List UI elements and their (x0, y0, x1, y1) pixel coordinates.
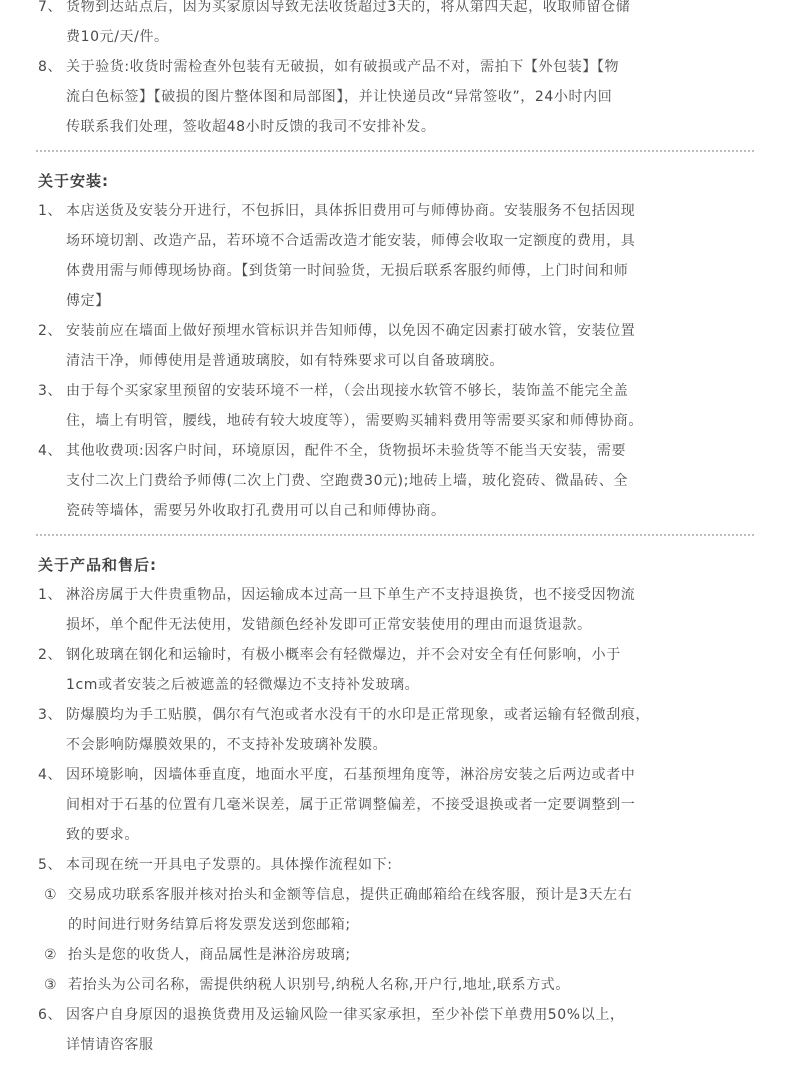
list-item (38, 196, 760, 316)
item-number: 2、 (38, 647, 63, 663)
item-number: 3、 (38, 383, 63, 399)
text-line: 安装前应在墙面上做好预埋水管标识并告知师傅，以免因不确定因素打破水管，安装位置 (66, 323, 636, 339)
dotted-divider (36, 150, 754, 152)
list-item (38, 52, 760, 142)
section-aftersales (0, 550, 790, 1060)
text-line: 场环境切割、改造产品，若环境不合适需改造才能安装，师傅会收取一定额度的费用，具 (66, 233, 636, 249)
text-line: 货物到达站点后，因为买家原因导致无法收货超过3天的，将从第四天起，收取师留仓储 (66, 0, 631, 15)
text-line: 其他收费项:因客户时间，环境原因，配件不全，货物损坏未验货等不能当天安装，需要 (66, 443, 627, 459)
text-line: 防爆膜均为手工贴膜，偶尔有气泡或者水没有干的水印是正常现象，或者运输有轻微刮痕， (66, 707, 650, 723)
text-line: 傅定】 (66, 293, 110, 309)
item-text (66, 376, 760, 436)
text-line: 本店送货及安装分开进行，不包拆旧，具体拆旧费用可与师傅协商。安装服务不包括因现 (66, 203, 636, 219)
item-text (66, 436, 760, 526)
section-shipping (0, 0, 790, 142)
item-text (66, 1000, 760, 1060)
text-line: 若抬头为公司名称，需提供纳税人识别号,纳税人名称,开户行,地址,联系方式。 (68, 977, 570, 993)
dotted-divider (36, 534, 754, 536)
text-line: 致的要求。 (66, 827, 139, 843)
list-item (38, 1000, 760, 1060)
sub-item-number: ② (44, 947, 58, 963)
item-text (68, 970, 760, 1000)
list-item (38, 580, 760, 640)
item-number: 6、 (38, 1007, 63, 1023)
item-number: 4、 (38, 767, 63, 783)
sub-list-item (38, 880, 760, 940)
text-line: 间相对于石基的位置有几毫米误差，属于正常调整偏差，不接受退换或者一定要调整到一 (66, 797, 636, 813)
text-line: 的时间进行财务结算后将发票发送到您邮箱; (68, 917, 351, 933)
text-line: 不会影响防爆膜效果的，不支持补发玻璃补发膜。 (66, 737, 388, 753)
text-line: 体费用需与师傅现场协商。【到货第一时间验货，无损后联系客服约师傅，上门时间和师 (66, 263, 629, 279)
text-line: 费10元/天/件。 (66, 29, 169, 45)
text-line: 详情请咨客服 (66, 1037, 154, 1053)
text-line: 传联系我们处理，签收超48小时反馈的我司不安排补发。 (66, 119, 436, 135)
text-line: 流白色标签】【破损的图片整体图和局部图】，并让快递员改“异常签收”，24小时内回 (66, 89, 613, 105)
text-line: 因环境影响，因墙体垂直度，地面水平度，石基预埋角度等，淋浴房安装之后两边或者中 (66, 767, 636, 783)
item-text (68, 880, 760, 940)
item-text (66, 700, 760, 760)
text-line: 钢化玻璃在钢化和运输时，有极小概率会有轻微爆边，并不会对安全有任何影响，小于 (66, 647, 621, 663)
item-text (66, 580, 760, 640)
item-text (66, 196, 760, 316)
item-number: 4、 (38, 443, 63, 459)
sub-list-item (38, 940, 760, 970)
text-line: 抬头是您的收货人，商品属性是淋浴房玻璃; (68, 947, 351, 963)
item-number: 7、 (38, 0, 63, 15)
text-line: 清洁干净，师傅使用是普通玻璃胶，如有特殊要求可以自备玻璃胶。 (66, 353, 504, 369)
item-number: 1、 (38, 203, 63, 219)
list-item (38, 316, 760, 376)
section-title: 关于安装: (38, 172, 109, 190)
list-item (38, 0, 760, 52)
text-line: 因客户自身原因的退换货费用及运输风险一律买家承担，至少补偿下单费用50%以上， (66, 1007, 625, 1023)
item-text (66, 760, 760, 850)
item-number: 8、 (38, 59, 63, 75)
section-title: 关于产品和售后: (38, 556, 157, 574)
item-text (66, 52, 760, 142)
text-line: 支付二次上门费给予师傅(二次上门费、空跑费30元);地砖上墙，玻化瓷砖、微晶砖、全 (66, 473, 629, 489)
list-item (38, 640, 760, 700)
sub-list-item (38, 970, 760, 1000)
text-line: 交易成功联系客服并核对抬头和金额等信息，提供正确邮箱给在线客服，预计是3天左右 (68, 887, 633, 903)
list-item (38, 760, 760, 850)
list-item (38, 436, 760, 526)
list-item (38, 376, 760, 436)
item-text (66, 640, 760, 700)
text-line: 损坏，单个配件无法使用，发错颜色经补发即可正常安装使用的理由而退货退款。 (66, 617, 592, 633)
item-number: 5、 (38, 857, 63, 873)
item-number: 2、 (38, 323, 63, 339)
text-line: 关于验货:收货时需检查外包装有无破损，如有破损或产品不对，需拍下【外包装】【物 (66, 59, 620, 75)
sub-item-number: ③ (44, 977, 58, 993)
item-text (66, 850, 760, 880)
item-text (66, 0, 760, 52)
text-line: 淋浴房属于大件贵重物品，因运输成本过高一旦下单生产不支持退换货，也不接受因物流 (66, 587, 636, 603)
text-line: 住，墙上有明管，腰线，地砖有较大坡度等），需要购买辅料费用等需要买家和师傅协商。 (66, 413, 643, 429)
text-line: 1cm或者安装之后被遮盖的轻微爆边不支持补发玻璃。 (66, 677, 420, 693)
item-number: 3、 (38, 707, 63, 723)
text-line: 由于每个买家家里预留的安装环境不一样，（会出现接水软管不够长，装饰盖不能完全盖 (66, 383, 629, 399)
text-line: 瓷砖等墙体，需要另外收取打孔费用可以自己和师傅协商。 (66, 503, 446, 519)
item-text (68, 940, 760, 970)
text-line: 本司现在统一开具电子发票的。具体操作流程如下: (66, 857, 393, 873)
list-item (38, 700, 760, 760)
item-number: 1、 (38, 587, 63, 603)
list-item (38, 850, 760, 880)
item-text (66, 316, 760, 376)
section-install (0, 166, 790, 526)
sub-item-number: ① (44, 887, 58, 903)
